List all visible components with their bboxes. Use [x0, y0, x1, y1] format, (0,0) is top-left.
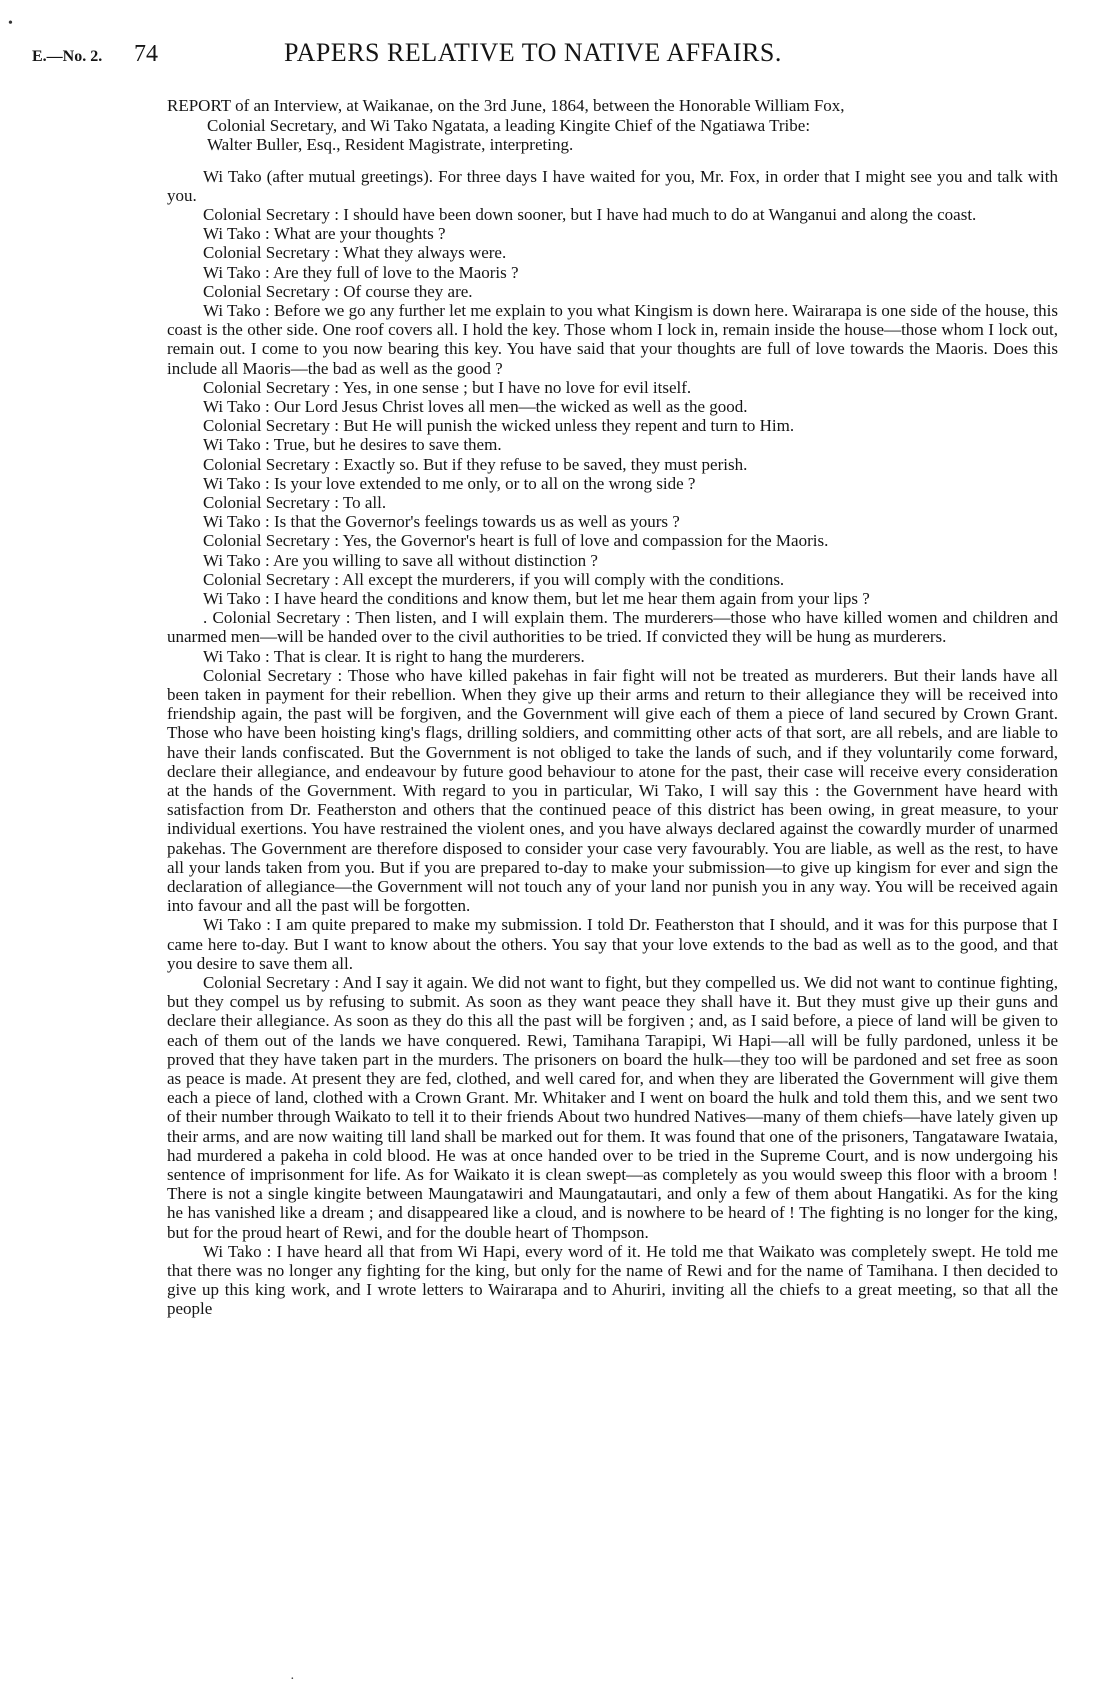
paragraph: Wi Tako : I have heard the conditions and know them, but let me hear them again from your lips ? — [203, 588, 870, 608]
margin-mark: · — [290, 1672, 295, 1687]
report-heading-line-3: Walter Buller, Esq., Resident Magistrate, interpreting. — [207, 135, 574, 154]
paragraph: Colonial Secretary : Exactly so. But if they refuse to be saved, they must perish. — [203, 454, 748, 474]
page-number: 74 — [134, 41, 158, 67]
paragraph: Colonial Secretary : But He will punish the wicked unless they repent and turn to Him. — [203, 416, 795, 436]
document-reference: E.—No. 2. — [32, 48, 103, 65]
paragraph: Wi Tako : Our Lord Jesus Christ loves all men—the wicked as well as the good. — [203, 396, 748, 416]
paragraph: Colonial Secretary : To all. — [203, 492, 387, 512]
paragraph: Colonial Secretary : Yes, the Governor's heart is full of love and compassion for the Maoris. — [203, 531, 829, 551]
paragraph: Wi Tako (after mutual greetings). For three days I have waited for you, Mr. Fox, in order that I might see you and talk with you. — [167, 166, 1058, 205]
margin-mark: • — [8, 16, 13, 31]
paragraph: Wi Tako : True, but he desires to save them. — [203, 435, 502, 455]
page-title: PAPERS RELATIVE TO NATIVE AFFAIRS. — [284, 38, 782, 67]
paragraph: Wi Tako : Are you willing to save all without distinction ? — [203, 550, 598, 570]
paragraph: Wi Tako : What are your thoughts ? — [203, 224, 446, 244]
paragraph: Wi Tako : Is that the Governor's feelings towards us as well as yours ? — [203, 512, 680, 532]
paragraph: Colonial Secretary : And I say it again. We did not want to fight, but they compelled us. We did not want to continue fighting, but they compel us by refusing to submit. As soon as they want peace they shall have it. But they must give up their guns and declare their allegiance. As soon as they do this all the past will be forgiven ; and, as I said before, a piece of land will be given to each of them out of the lands we have conquered. Rewi, Tamihana Tarapipi, Wi Hapi—all will be fully pardoned, unless it be proved that they have taken part in the murders. The prisoners on board the hulk—they too will be pardoned and set free as soon as peace is made. At present they are fed, clothed, and well cared for, and when they are liberated the Government will give them each a piece of land, clothed with a Crown Grant. Mr. Whitaker and I went on board the hulk and told them this, and we sent two of their number through Waikato to tell it to their friends About two hundred Natives—many of them chiefs—have lately given up their arms, and are now waiting till land shall be marked out for them. It was found that one of the prisoners, Tangatawаre Iwataia, had murdered a pakeha in cold blood. He was at once handed over to be tried in the Supreme Court, and is now undergoing his sentence of imprisonment for life. As for Waikato it is clean swept—as completely as you would sweep this floor with a broom ! There is not a single kingite between Maungatawiri and Maungatautari, and only a few of them about Hangatiki. As for the king he has vanished like a dream ; and disappeared like a cloud, and is nowhere to be heard of ! The fighting is no longer for the king, but for the proud heart of Rewi, and for the double heart of Thompson. — [167, 973, 1058, 1242]
report-heading-line-1: REPORT of an Interview, at Waikanae, on the 3rd June, 1864, between the Honorable William Fox, — [167, 96, 845, 115]
paragraph: Wi Tako : That is clear. It is right to hang the murderers. — [203, 646, 585, 666]
dialogue-body — [167, 167, 1058, 1319]
paragraph: Wi Tako : Are they full of love to the Maoris ? — [203, 262, 519, 282]
report-heading — [167, 96, 1058, 155]
paragraph: Colonial Secretary : What they always were. — [203, 243, 507, 263]
paragraph: Wi Tako : I have heard all that from Wi Hapi, every word of it. He told me that Waikato was completely swept. He told me that there was no longer any fighting for the king, but only for the name of Rewi and for the name of Tamihana. I then decided to give up this king work, and I wrote letters to Wairarapa and to Ahuriri, inviting all the chiefs to a great meeting, so that all the people — [167, 1241, 1058, 1319]
paragraph: Colonial Secretary : All except the murderers, if you will comply with the conditions. — [203, 569, 785, 589]
paragraph: Colonial Secretary : Those who have killed pakehas in fair fight will not be treated as murderers. But their lands have all been taken in payment for their rebellion. When they give up their arms and return to their allegiance they will be received into friendship again, the past will be forgiven, and the Government will give each of them a piece of land secured by Crown Grant. Those who have been hoisting king's flags, drilling soldiers, and committing other acts of that sort, are all rebels, and are liable to have their lands confiscated. But the Government is not obliged to take the lands of such, and if they voluntarily come forward, declare their allegiance, and endeavour by future good behaviour to atone for the past, their case will receive every consideration at the hands of the Government. With regard to you in particular, Wi Tako, I will say this : the Government have heard with satisfaction from Dr. Featherston and others that the continued peace of this district has been owing, in great measure, to your individual exertions. You have restrained the violent ones, and you have always declared against the cowardly murder of unarmed pakehas. The Government are therefore disposed to consider your case very favourably. You are liable, as well as the rest, to have all your lands taken from you. But if you are prepared to-day to make your submission—to give up kingism for ever and sign the declaration of allegiance—the Government will not touch any of your land nor punish you in any way. You will be received again into favour and all the past will be forgotten. — [167, 665, 1058, 916]
paragraph: Wi Tako : I am quite prepared to make my submission. I told Dr. Featherston that I should, and it was for this purpose that I came here to-day. But I want to know about the others. You say that your love extends to the bad as well as to the good, and that you desire to save them all. — [167, 915, 1058, 973]
paragraph: Wi Tako : Before we go any further let me explain to you what Kingism is down here. Wairarapa is one side of the house, this coast is the other side. One roof covers all. I hold the key. Those whom I lock in, remain inside the house—those whom I lock out, remain out. I come to you now bearing this key. You have said that your thoughts are full of love towards the Maoris. Does this include all Maoris—the bad as well as the good ? — [167, 300, 1058, 378]
paragraph: Colonial Secretary : I should have been down sooner, but I have had much to do at Wanganui and along the coast. — [203, 204, 977, 224]
paragraph: Wi Tako : Is your love extended to me only, or to all on the wrong side ? — [203, 473, 696, 493]
paragraph: Colonial Secretary : Yes, in one sense ; but I have no love for evil itself. — [203, 377, 692, 397]
paragraph: Colonial Secretary : Of course they are. — [203, 281, 473, 301]
report-heading-line-2: Colonial Secretary, and Wi Tako Ngatata, a leading Kingite Chief of the Ngatiawa Tribe: — [207, 115, 811, 135]
paragraph: . Colonial Secretary : Then listen, and I will explain them. The murderers—those who have killed women and children and unarmed men—will be handed over to the civil authorities to be tried. If convicted they will be hung as murderers. — [167, 608, 1058, 647]
page-header — [32, 38, 1058, 78]
